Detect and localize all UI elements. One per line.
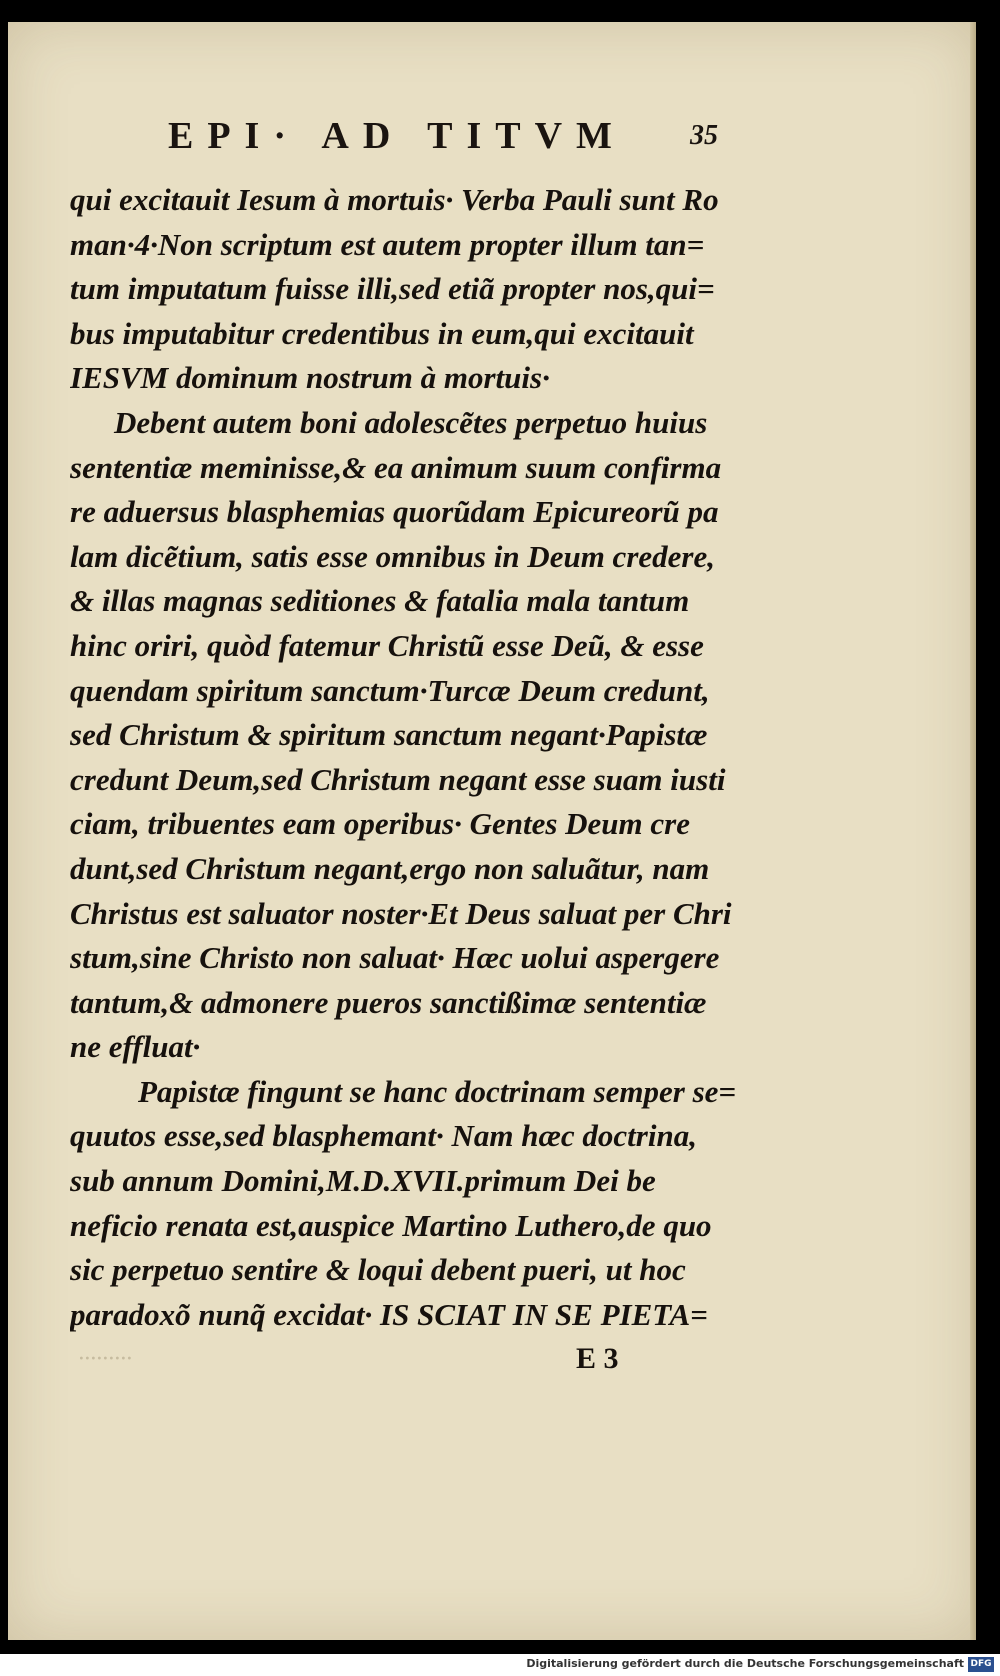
text-line: quendam spiritum sanctum·Turcæ Deum credunt,: [70, 672, 710, 708]
book-page: [8, 22, 976, 1640]
text-line: IESVM dominum nostrum à mortuis·: [70, 360, 550, 396]
running-head-title: EPI· AD TITVM: [168, 115, 626, 157]
page-number: 35: [690, 120, 718, 151]
text-line: ne effluat·: [70, 1029, 201, 1065]
body-text: [70, 178, 738, 1337]
paragraph-start-line: Papistæ fingunt se hanc doctrinam semper se=: [138, 1073, 737, 1109]
text-line: man·4·Non scriptum est autem propter illum tan=: [70, 226, 705, 262]
text-line: dunt,sed Christum negant,ergo non saluãtur, nam: [70, 850, 710, 886]
text-line: ciam, tribuentes eam operibus· Gentes Deum cre: [70, 806, 690, 842]
text-line: tantum,& admonere pueros sanctißimæ sententiæ: [70, 984, 707, 1020]
text-line: sic perpetuo sentire & loqui debent pueri, ut hoc: [70, 1252, 686, 1288]
text-line: sententiæ meminisse,& ea animum suum confirma: [70, 449, 722, 485]
text-line: credunt Deum,sed Christum negant esse suam iusti: [70, 761, 726, 797]
text-line: hinc oriri, quòd fatemur Christũ esse Deũ, & esse: [70, 627, 704, 663]
text-line: quutos esse,sed blasphemant· Nam hæc doctrina,: [70, 1118, 697, 1154]
running-head: [158, 106, 718, 162]
text-line: paradoxõ nunq̃ excidat· IS SCIAT IN SE PIETA=: [70, 1296, 708, 1332]
text-line: Christus est saluator noster·Et Deus saluat per Chri: [70, 895, 732, 931]
footer-bar: [0, 1654, 1000, 1676]
text-line: re aduersus blasphemias quorũdam Epicureorũ pa: [70, 494, 719, 530]
dfg-logo-icon: DFG: [968, 1657, 994, 1672]
text-line: qui excitauit Iesum à mortuis· Verba Pauli sunt Ro: [70, 182, 719, 217]
text-line: sed Christum & spiritum sanctum negant·Papistæ: [70, 717, 708, 753]
text-line: lam dicẽtium, satis esse omnibus in Deum credere,: [70, 538, 715, 574]
bleed-through-text: ·········: [78, 1346, 132, 1372]
text-line: bus imputabitur credentibus in eum,qui excitauit: [70, 315, 694, 351]
footer-credit: Digitalisierung gefördert durch die Deutsche Forschungsgemeinschaft: [526, 1657, 964, 1670]
text-line: sub annum Domini,M.D.XVII.primum Dei be: [70, 1163, 656, 1199]
text-line: stum,sine Christo non saluat· Hæc uolui aspergere: [70, 940, 720, 976]
page-edge: [970, 22, 976, 1640]
signature-mark: E 3: [576, 1342, 619, 1375]
text-line: & illas magnas seditiones & fatalia mala tantum: [70, 583, 690, 619]
text-line: tum imputatum fuisse illi,sed etiã propter nos,qui=: [70, 271, 715, 307]
paragraph-start-line: Debent autem boni adolescẽtes perpetuo huius: [114, 404, 708, 440]
text-line: neficio renata est,auspice Martino Luthero,de quo: [70, 1207, 712, 1243]
